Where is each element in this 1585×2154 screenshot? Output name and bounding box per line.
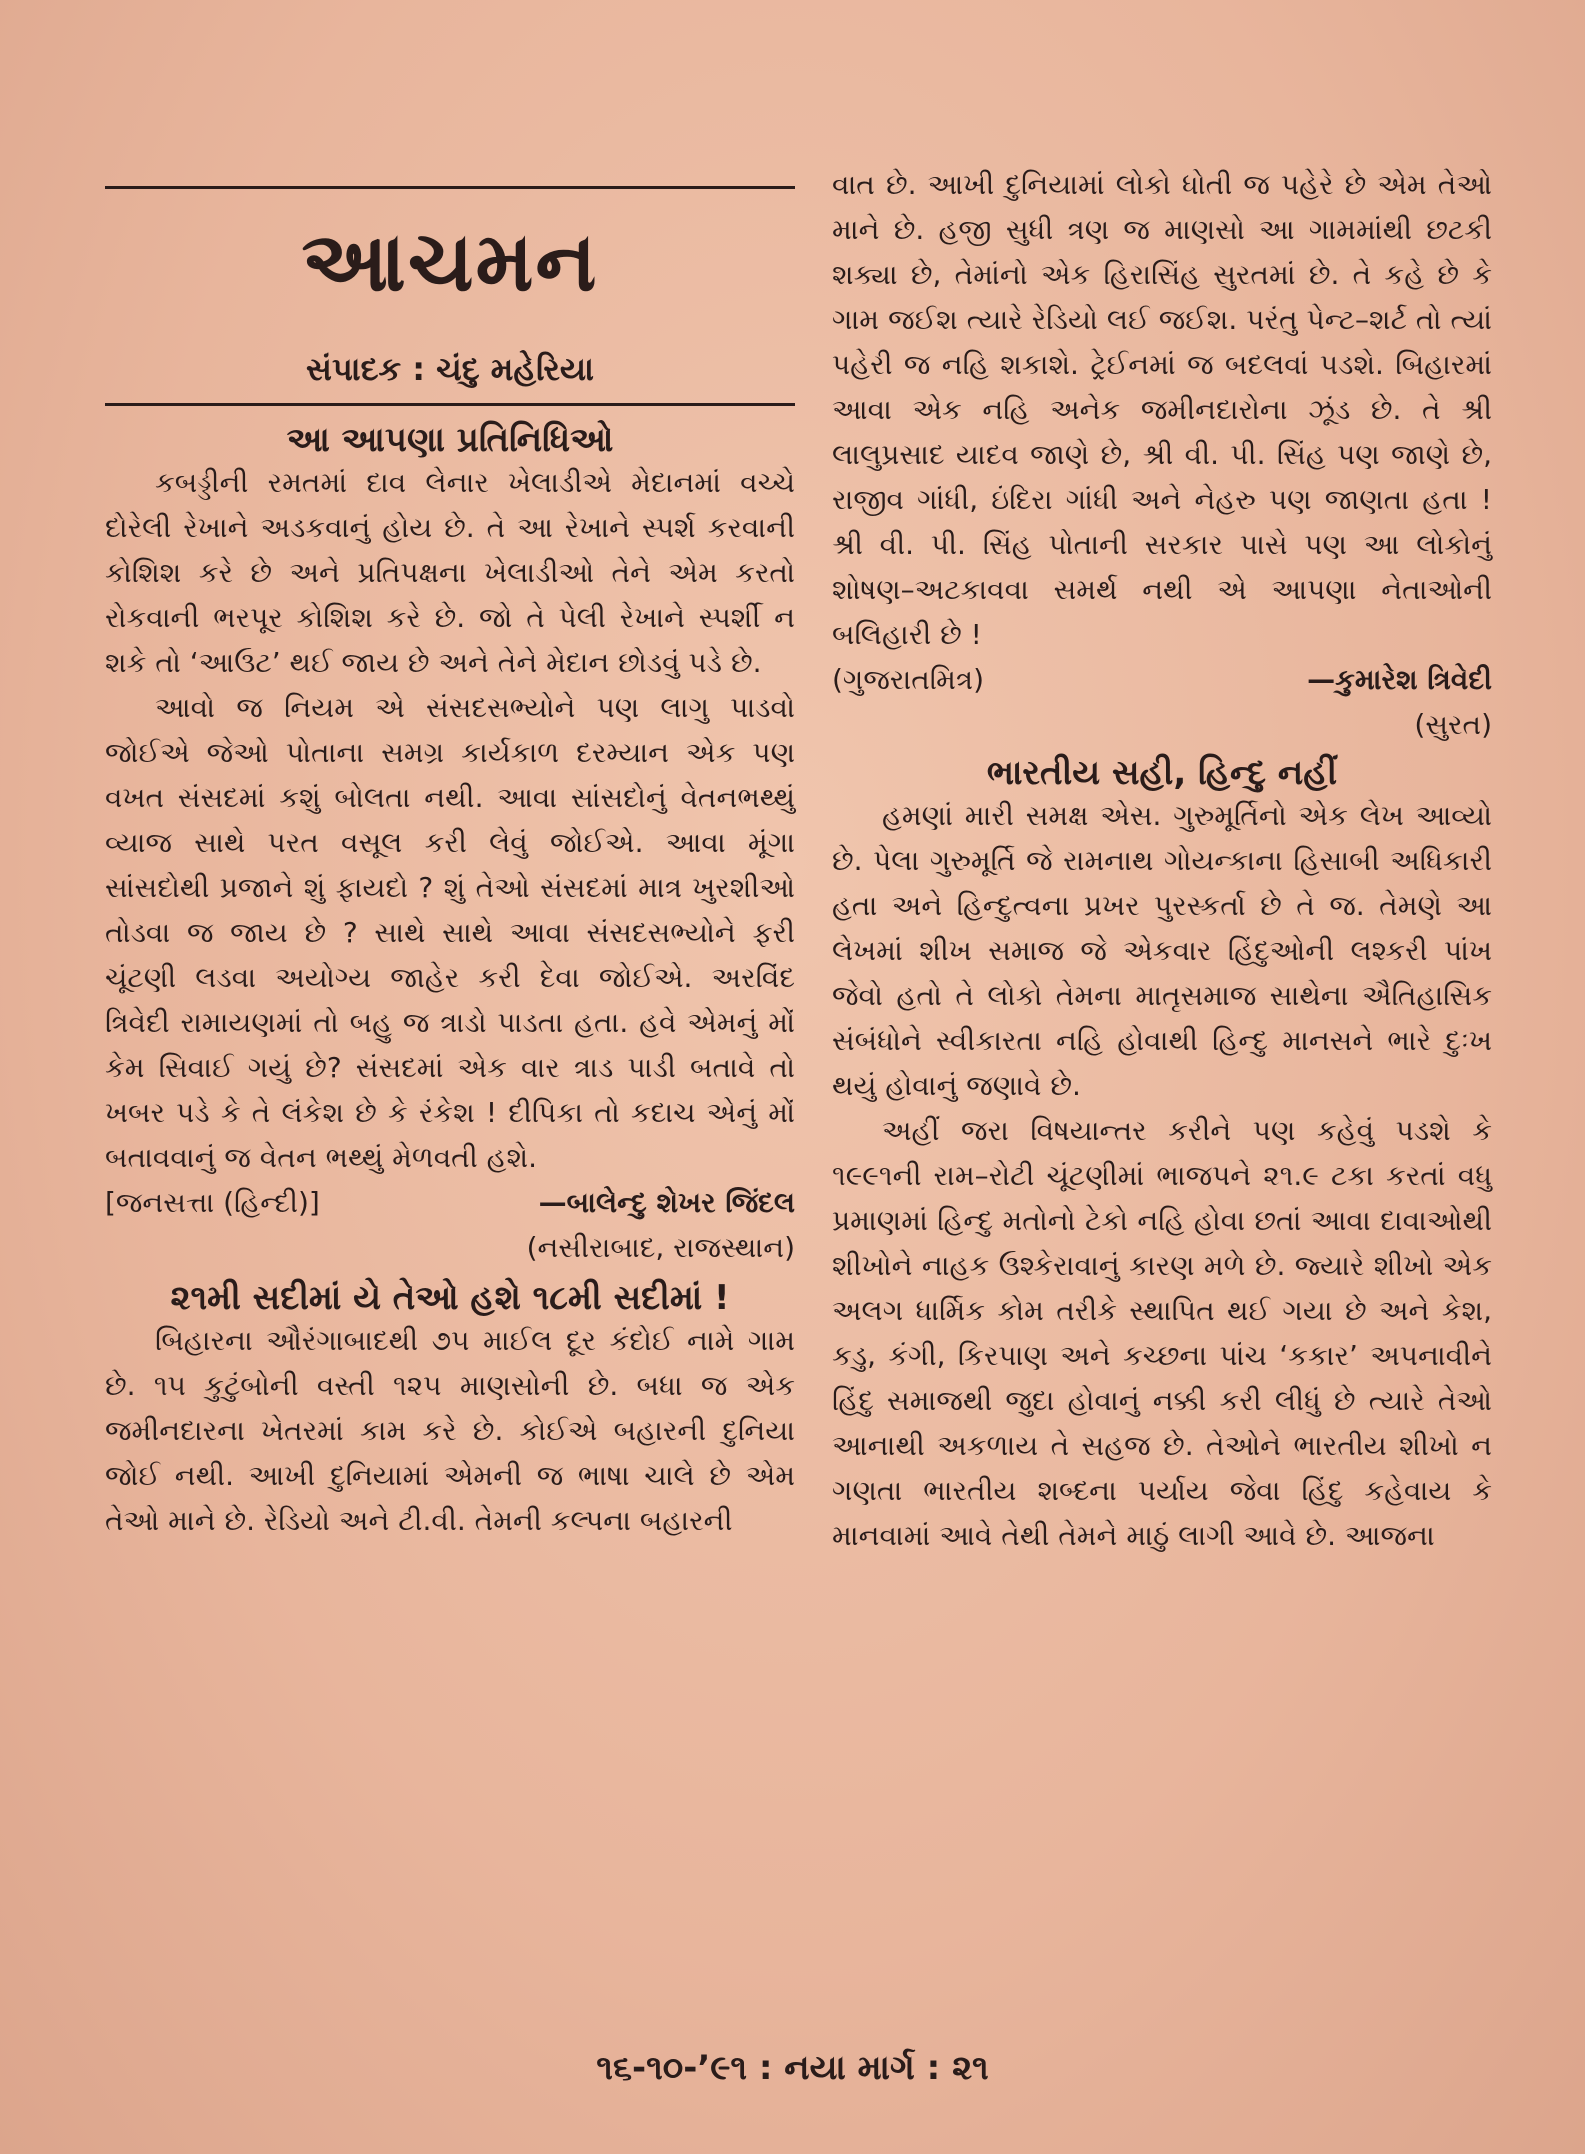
article-author: —કુમારેશ ત્રિવેદી [1307,663,1492,696]
left-column [105,420,795,1543]
article-place: (સુરત) [1414,708,1492,741]
article-source: (ગુજરાતમિત્ર) [832,663,984,696]
article-author: —બાલેન્દુ શેખર જિંદલ [538,1186,795,1219]
article-signature [832,657,1492,702]
article-paragraph: અહીં જરા વિષયાન્તર કરીને પણ કહેવું પડશે કે ૧૯૯૧ની રામ–રોટી ચૂંટણીમાં ભાજપને ૨૧.૯ ટકા કરતાં વધુ પ્રમાણમાં હિન્દુ મતોનો ટેકો નહિ હોવા છતાં આવા દાવાઓથી શીખોને નાહક ઉશ્કેરાવાનું કારણ મળે છે. જ્યારે શીખો એક અલગ ધાર્મિક કોમ તરીકે સ્થાપિત થઈ ગયા છે અને કેશ, કડુ, કંગી, કિરપાણ અને કચ્છના પાંચ ‘કકાર’ અપનાવીને હિંદુ સમાજથી જુદા હોવાનું નક્કી કરી લીધું છે ત્યારે તેઓ આનાથી અકળાય તે સહજ છે. તેઓને ભારતીય શીખો ન ગણતા ભારતીય શબ્દના પર્યાય જેવા હિંદુ કહેવાય કે માનવામાં આવે તેથી તેમને માઠું લાગી આવે છે. આજના [832,1114,1492,1552]
article-source: [જનસત્તા (હિન્દી)] [105,1186,320,1219]
column-title: આચમન [301,215,599,310]
article-heading: આ આપણા પ્રતિનિધિઓ [286,420,614,460]
right-column [832,162,1492,1558]
article-paragraph: આવો જ નિયમ એ સંસદસભ્યોને પણ લાગુ પાડવો જોઈએ જેઓ પોતાના સમગ્ર કાર્યકાળ દરમ્યાન એક પણ વખત સંસદમાં કશું બોલતા નથી. આવા સાંસદોનું વેતનભથ્થું વ્યાજ સાથે પરત વસૂલ કરી લેવું જોઈએ. આવા મૂંગા સાંસદોથી પ્રજાને શું ફાયદો ? શું તેઓ સંસદમાં માત્ર ખુરશીઓ તોડવા જ જાય છે ? સાથે સાથે આવા સંસદસભ્યોને ફરી ચૂંટણી લડવા અયોગ્ય જાહેર કરી દેવા જોઈએ. અરવિંદ ત્રિવેદી રામાયણમાં તો બહુ જ ત્રાડો પાડતા હતા. હવે એમનું મોં કેમ સિવાઈ ગયું છે? સંસદમાં એક વાર ત્રાડ પાડી બતાવે તો ખબર પડે કે તે લંકેશ છે કે રંકેશ ! દીપિકા તો કદાચ એનું મોં બતાવવાનું જ વેતન ભથ્થું મેળવતી હશે. [105,691,795,1174]
article-paragraph: હમણાં મારી સમક્ષ એસ. ગુરુમૂર્તિનો એક લેખ આવ્યો છે. પેલા ગુરુમૂર્તિ જે રામનાથ ગોયન્કાના હિસાબી અધિકારી હતા અને હિન્દુત્વના પ્રખર પુરસ્કર્તા છે તે જ. તેમણે આ લેખમાં શીખ સમાજ જે એકવાર હિંદુઓની લશ્કરી પાંખ જેવો હતો તે લોકો તેમના માતૃસમાજ સાથેના ઐતિહાસિક સંબંધોને સ્વીકારતા નહિ હોવાથી હિન્દુ માનસને ભારે દુઃખ થયું હોવાનું જણાવે છે. [832,799,1492,1102]
page-footer: ૧૬-૧૦-’૯૧ : નયા માર્ગ : ૨૧ [596,2048,989,2088]
article-place: (નસીરાબાદ, રાજસ્થાન) [526,1231,795,1264]
article-paragraph: કબડ્ડીની રમતમાં દાવ લેનાર ખેલાડીએ મેદાનમાં વચ્ચે દોરેલી રેખાને અડકવાનું હોય છે. તે આ રેખાને સ્પર્શ કરવાની કોશિશ કરે છે અને પ્રતિપક્ષના ખેલાડીઓ તેને એમ કરતો રોકવાની ભરપૂર કોશિશ કરે છે. જો તે પેલી રેખાને સ્પર્શી ન શકે તો ‘આઉટ’ થઈ જાય છે અને તેને મેદાન છોડવું પડે છે. [105,466,795,679]
article-paragraph: બિહારના ઔરંગાબાદથી ૭૫ માઈલ દૂર કંદોઈ નામે ગામ છે. ૧૫ કુટુંબોની વસ્તી ૧૨૫ માણસોની છે. બધા જ એક જમીનદારના ખેતરમાં કામ કરે છે. કોઈએ બહારની દુનિયા જોઈ નથી. આખી દુનિયામાં એમની જ ભાષા ચાલે છે એમ તેઓ માને છે. રેડિયો અને ટી.વી. તેમની કલ્પના બહારની [105,1324,795,1537]
masthead-top-rule [105,186,795,189]
article-heading: ભારતીય સહી, હિન્દુ નહીં [986,753,1338,793]
article-continuation: વાત છે. આખી દુનિયામાં લોકો ધોતી જ પહેરે છે એમ તેઓ માને છે. હજી સુધી ત્રણ જ માણસો આ ગામમાંથી છટકી શક્યા છે, તેમાંનો એક હિરાસિંહ સુરતમાં છે. તે કહે છે કે ગામ જઈશ ત્યારે રેડિયો લઈ જઈશ. પરંતુ પેન્ટ–શર્ટ તો ત્યાં પહેરી જ નહિ શકાશે. ટ્રેઈનમાં જ બદલવાં પડશે. બિહારમાં આવા એક નહિ અનેક જમીનદારોના ઝૂંડ છે. તે શ્રી લાલુપ્રસાદ યાદવ જાણે છે, શ્રી વી. પી. સિંહ પણ જાણે છે, રાજીવ ગાંધી, ઇંદિરા ગાંધી અને નેહરુ પણ જાણતા હતા ! શ્રી વી. પી. સિંહ પોતાની સરકાર પાસે પણ આ લોકોનું શોષણ–અટકાવવા સમર્થ નથી એ આપણા નેતાઓની બલિહારી છે ! [832,168,1492,651]
article-signature [105,1180,795,1225]
article-heading: ૨૧મી સદીમાં યે તેઓ હશે ૧૮મી સદીમાં ! [170,1278,730,1318]
editor-credit: સંપાદક : ચંદુ મહેરિયા [306,350,594,388]
masthead-bottom-rule [105,403,795,406]
